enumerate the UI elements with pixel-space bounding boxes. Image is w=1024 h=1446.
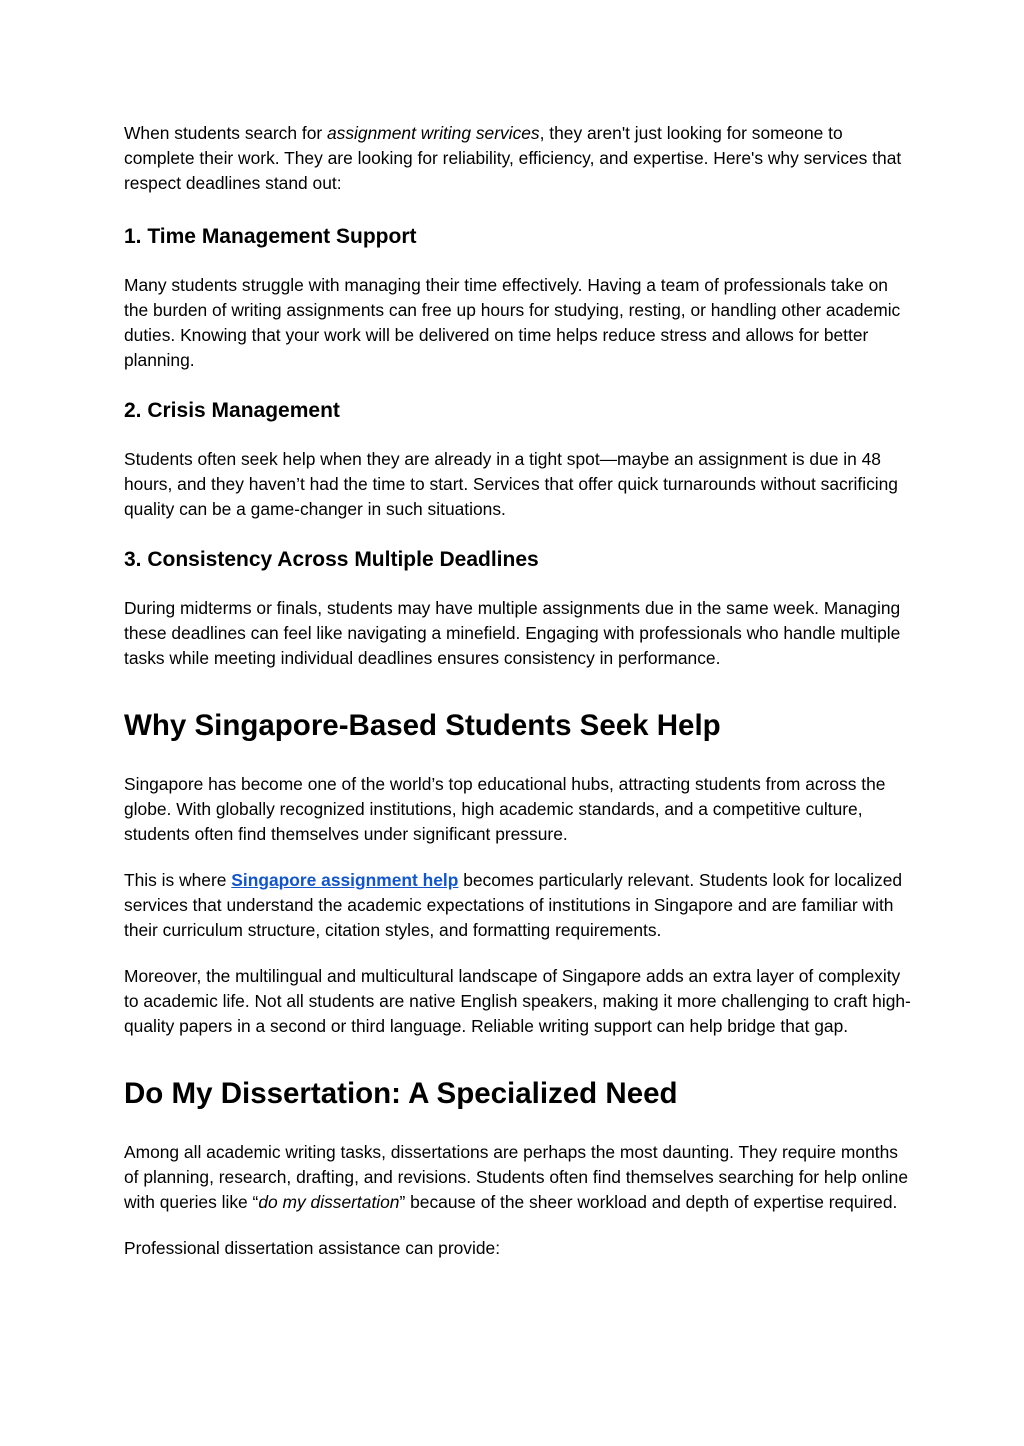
paragraph-singapore-help — [124, 868, 914, 943]
intro-text-end: , they aren't just looking for someone to complete their work. They are looking for reliability, efficiency, and expertise. Here's why services that respect deadlines stand out: — [124, 123, 902, 193]
paragraph-dissertation — [124, 1140, 914, 1215]
paragraph-singapore-multilingual: Moreover, the multilingual and multicultural landscape of Singapore adds an extra layer of complexity to academic life. Not all students are native English speakers, making it more challenging to craft high-quality papers in a second or third language. Reliable writing support can help bridge that gap. — [124, 966, 911, 1036]
paragraph-singapore-hubs: Singapore has become one of the world’s top educational hubs, attracting students from across the globe. With globally recognized institutions, high academic standards, and a competitive culture, students often find themselves under significant pressure. — [124, 774, 886, 844]
dissertation-text-start: Among all academic writing tasks, dissertations are perhaps the most daunting. They require months of planning, research, drafting, and revisions. Students often find themselves searching for help online with queries like “ — [124, 1142, 909, 1212]
intro-emphasis: assignment writing services — [327, 123, 540, 143]
document-content — [124, 121, 914, 1261]
dissertation-text-end: ” because of the sheer workload and depth of expertise required. — [399, 1192, 898, 1212]
heading-consistency: 3. Consistency Across Multiple Deadlines — [124, 548, 539, 571]
intro-paragraph — [124, 121, 914, 196]
singapore-help-text-end: becomes particularly relevant. Students look for localized services that understand the academic expectations of institutions in Singapore and are familiar with their curriculum structure, citation styles, and formatting requirements. — [124, 870, 903, 940]
heading-time-management: 1. Time Management Support — [124, 225, 417, 248]
dissertation-emphasis: do my dissertation — [258, 1192, 400, 1212]
paragraph-time-management: Many students struggle with managing their time effectively. Having a team of professionals take on the burden of writing assignments can free up hours for studying, resting, or handling other academic duties. Knowing that your work will be delivered on time helps reduce stress and allows for better planning. — [124, 275, 901, 370]
singapore-assignment-help-link[interactable]: Singapore assignment help — [231, 870, 459, 890]
heading-crisis-management: 2. Crisis Management — [124, 399, 340, 422]
singapore-help-text-start: This is where — [124, 870, 232, 890]
paragraph-crisis-management: Students often seek help when they are already in a tight spot—maybe an assignment is due in 48 hours, and they haven’t had the time to start. Services that offer quick turnarounds without sacrificing quality can be a game-changer in such situations. — [124, 449, 898, 519]
paragraph-consistency: During midterms or finals, students may have multiple assignments due in the same week. Managing these deadlines can feel like navigating a minefield. Engaging with professionals who handle multiple tasks while meeting individual deadlines ensures consistency in performance. — [124, 598, 901, 668]
heading-dissertation: Do My Dissertation: A Specialized Need — [124, 1077, 678, 1110]
intro-text-start: When students search for — [124, 123, 327, 143]
paragraph-dissertation-assistance: Professional dissertation assistance can provide: — [124, 1238, 501, 1258]
heading-singapore: Why Singapore-Based Students Seek Help — [124, 709, 721, 742]
